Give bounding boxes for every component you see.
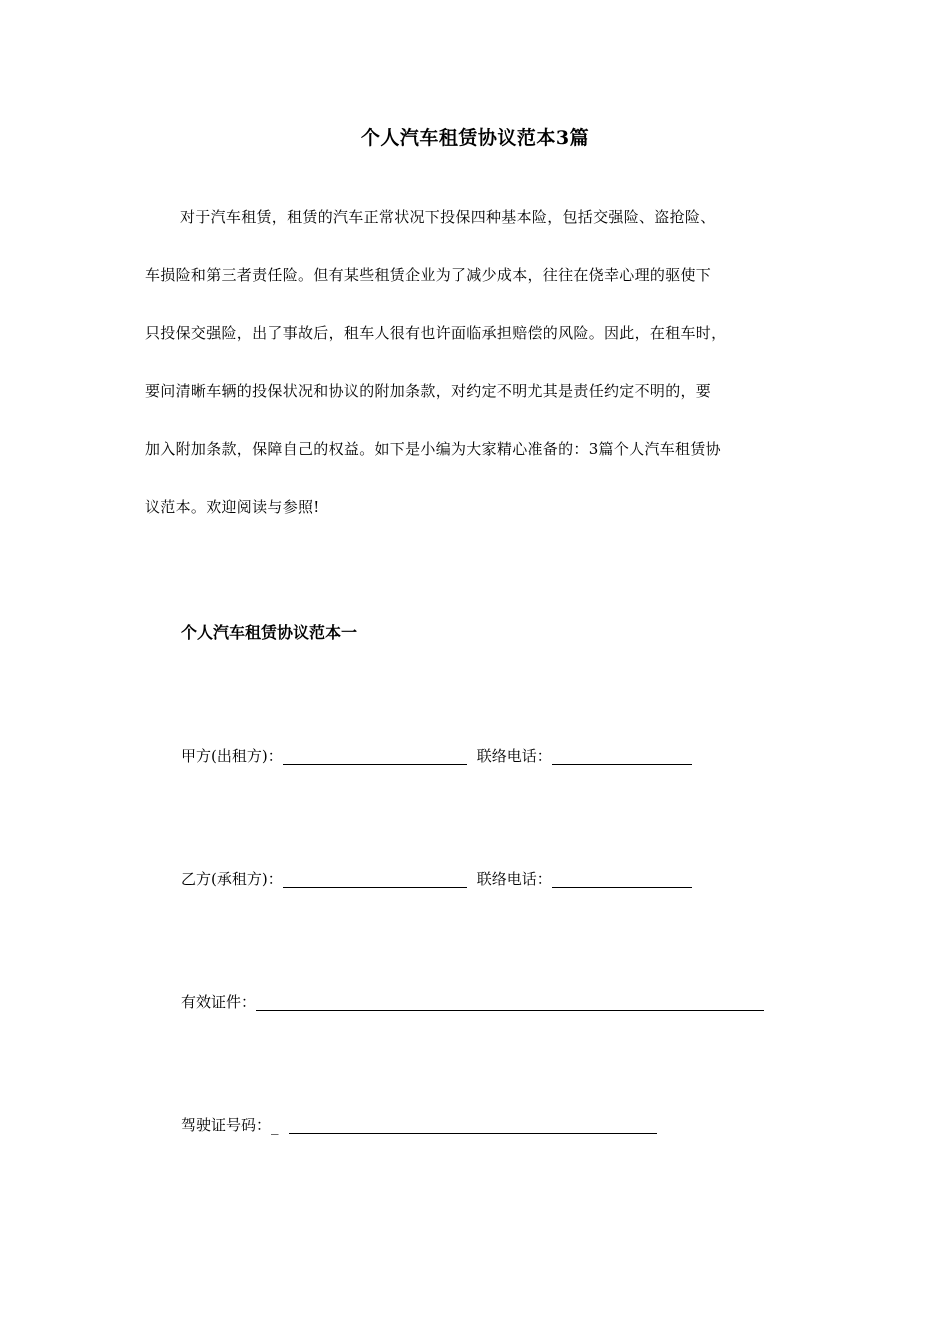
document-title: 个人汽车租赁协议范本3篇 bbox=[360, 127, 590, 149]
intro-line-2: 车损险和第三者责任险。但有某些租赁企业为了减少成本，往往在侥幸心理的驱使下 bbox=[145, 266, 712, 284]
intro-line-6: 议范本。欢迎阅读与参照! bbox=[145, 498, 320, 516]
party-b-label: 乙方(承租方)： bbox=[181, 870, 283, 888]
party-b-row bbox=[181, 868, 692, 889]
license-row bbox=[181, 1114, 657, 1135]
license-prefix: _ bbox=[271, 1117, 279, 1135]
party-a-blank[interactable] bbox=[283, 748, 467, 765]
intro-line-5: 加入附加条款，保障自己的权益。如下是小编为大家精心准备的：3篇个人汽车租赁协 bbox=[145, 440, 721, 458]
license-blank[interactable] bbox=[289, 1117, 657, 1134]
id-blank[interactable] bbox=[256, 994, 764, 1011]
section-heading: 个人汽车租赁协议范本一 bbox=[181, 623, 358, 642]
party-b-phone-blank[interactable] bbox=[552, 871, 692, 888]
party-a-phone-blank[interactable] bbox=[552, 748, 692, 765]
party-b-blank[interactable] bbox=[283, 871, 467, 888]
license-label: 驾驶证号码： bbox=[181, 1116, 272, 1134]
id-label: 有效证件： bbox=[181, 993, 257, 1011]
party-b-phone-label: 联络电话： bbox=[476, 870, 552, 888]
id-row bbox=[181, 991, 764, 1012]
party-a-row bbox=[181, 745, 692, 766]
intro-line-3: 只投保交强险，出了事故后，租车人很有也许面临承担赔偿的风险。因此，在租车时， bbox=[145, 324, 727, 342]
intro-line-1: 对于汽车租赁，租赁的汽车正常状况下投保四种基本险，包括交强险、盗抢险、 bbox=[180, 208, 716, 226]
party-a-label: 甲方(出租方)： bbox=[181, 747, 283, 765]
intro-line-4: 要问清晰车辆的投保状况和协议的附加条款，对约定不明尤其是责任约定不明的，要 bbox=[145, 382, 712, 400]
party-a-phone-label: 联络电话： bbox=[476, 747, 552, 765]
